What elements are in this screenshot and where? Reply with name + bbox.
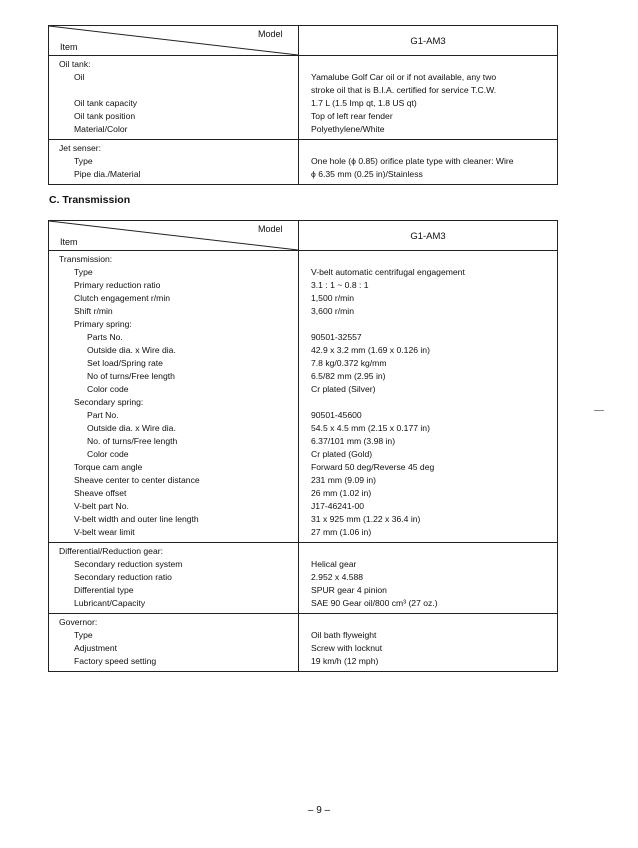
spec-value (298, 545, 557, 558)
table-row (49, 629, 557, 642)
spec-value: 6.5/82 mm (2.95 in) (311, 371, 386, 381)
spec-value: Cr plated (Silver) (311, 384, 376, 394)
item-label: Adjustment (74, 643, 117, 653)
table-row (49, 344, 557, 357)
item-header-label: Item (60, 237, 78, 247)
item-label: Parts No. (87, 332, 123, 342)
table-row (49, 357, 557, 370)
spec-value: 3.1 : 1 ~ 0.8 : 1 (311, 280, 369, 290)
item-label: Primary spring: (74, 319, 132, 329)
table-row (49, 71, 557, 84)
spec-value: 19 km/h (12 mph) (311, 656, 379, 666)
model-header-label: Model (258, 224, 283, 234)
table-row (49, 571, 557, 584)
oil-specs-table (48, 25, 558, 185)
item-label: Clutch engagement r/min (74, 293, 171, 303)
item-label: Differential/Reduction gear: (59, 546, 163, 556)
table-row (49, 513, 557, 526)
spec-value: Cr plated (Gold) (311, 449, 373, 459)
table-section (49, 56, 557, 140)
item-label: Secondary reduction system (74, 559, 183, 569)
item-label: Secondary reduction ratio (74, 572, 172, 582)
item-label: Material/Color (74, 124, 128, 134)
table-row (49, 292, 557, 305)
table-row (49, 305, 557, 318)
spec-value: 90501-32557 (311, 332, 362, 342)
item-label: Jet senser: (59, 143, 102, 153)
table-row (49, 616, 557, 629)
spec-value (298, 396, 557, 409)
spec-value: Polyethylene/White (311, 124, 385, 134)
item-label: No. of turns/Free length (87, 436, 178, 446)
item-label: Outside dia. x Wire dia. (87, 345, 176, 355)
spec-value: Yamalube Golf Car oil or if not available, any two (311, 72, 497, 82)
spec-value: stroke oil that is B.I.A. certified for service T.C.W. (311, 85, 497, 95)
item-label: V-belt width and outer line length (74, 514, 199, 524)
item-label: Governor: (59, 617, 98, 627)
item-label: Primary reduction ratio (74, 280, 161, 290)
table-row (49, 655, 557, 668)
spec-value (298, 58, 557, 71)
item-label: Type (74, 267, 93, 277)
column-divider (298, 614, 299, 671)
item-label: Type (74, 156, 93, 166)
table-row (49, 435, 557, 448)
item-label: Oil tank: (59, 59, 91, 69)
table-row (49, 500, 557, 513)
table-row (49, 318, 557, 331)
item-label: V-belt part No. (74, 501, 129, 511)
table-row (49, 279, 557, 292)
table-row (49, 584, 557, 597)
table-header (49, 221, 557, 251)
table-row (49, 461, 557, 474)
table-row (49, 448, 557, 461)
item-label: Part No. (87, 410, 119, 420)
model-code: G1-AM3 (410, 36, 446, 47)
item-label: Oil tank position (74, 111, 136, 121)
table-row (49, 331, 557, 344)
table-section (49, 614, 557, 671)
item-label: Sheave center to center distance (74, 475, 200, 485)
table-header (49, 26, 557, 56)
item-label: Sheave offset (74, 488, 127, 498)
table-row (49, 58, 557, 71)
table-row (49, 97, 557, 110)
spec-value: 54.5 x 4.5 mm (2.15 x 0.177 in) (311, 423, 430, 433)
item-label: Color code (87, 384, 129, 394)
table-row (49, 383, 557, 396)
table-row (49, 168, 557, 181)
margin-mark (594, 410, 604, 411)
item-header-label: Item (60, 42, 78, 52)
table-row (49, 123, 557, 136)
spec-value: 90501-45600 (311, 410, 362, 420)
spec-value: 26 mm (1.02 in) (311, 488, 372, 498)
item-label: Factory speed setting (74, 656, 157, 666)
spec-value (298, 253, 557, 266)
item-label: Type (74, 630, 93, 640)
table-row (49, 597, 557, 610)
spec-value: 1,500 r/min (311, 293, 354, 303)
item-label: Set load/Spring rate (87, 358, 163, 368)
spec-value: ϕ 6.35 mm (0.25 in)/Stainless (311, 169, 423, 179)
spec-value (298, 616, 557, 629)
table-row (49, 396, 557, 409)
item-label: Shift r/min (74, 306, 113, 316)
item-label: Torque cam angle (74, 462, 143, 472)
spec-value: Top of left rear fender (311, 111, 393, 121)
table-row (49, 545, 557, 558)
item-label: Differential type (74, 585, 134, 595)
spec-value: 31 x 925 mm (1.22 x 36.4 in) (311, 514, 421, 524)
model-code: G1-AM3 (410, 231, 446, 242)
spec-value: 27 mm (1.06 in) (311, 527, 372, 537)
spec-value: 231 mm (9.09 in) (311, 475, 376, 485)
spec-value: One hole (ϕ 0.85) orifice plate type with cleaner: Wire (311, 156, 514, 166)
page-number: – 9 – (307, 805, 331, 816)
table-row (49, 409, 557, 422)
spec-value: 3,600 r/min (311, 306, 354, 316)
spec-value: 2.952 x 4.588 (311, 572, 364, 582)
spec-value: 7.8 kg/0.372 kg/mm (311, 358, 387, 368)
spec-value: Forward 50 deg/Reverse 45 deg (311, 462, 435, 472)
spec-value: 1.7 L (1.5 Imp qt, 1.8 US qt) (311, 98, 417, 108)
transmission-specs-table (48, 220, 558, 672)
column-divider (298, 543, 299, 613)
item-label: Oil (74, 72, 85, 82)
spec-value: 42.9 x 3.2 mm (1.69 x 0.126 in) (311, 345, 430, 355)
table-row (49, 155, 557, 168)
item-label: Secondary spring: (74, 397, 144, 407)
spec-value: Oil bath flyweight (311, 630, 377, 640)
spec-value: SPUR gear 4 pinion (311, 585, 387, 595)
spec-value: Screw with locknut (311, 643, 383, 653)
table-row (49, 266, 557, 279)
item-label: Lubricant/Capacity (74, 598, 146, 608)
item-label: Pipe dia./Material (74, 169, 141, 179)
spec-value: Helical gear (311, 559, 357, 569)
item-label: No of turns/Free length (87, 371, 175, 381)
table-row (49, 84, 557, 97)
spec-value (298, 142, 557, 155)
table-row (49, 526, 557, 539)
table-row (49, 422, 557, 435)
spec-value: SAE 90 Gear oil/800 cm³ (27 oz.) (311, 598, 438, 608)
spec-value: V-belt automatic centrifugal engagement (311, 267, 465, 277)
item-label: Transmission: (59, 254, 113, 264)
table-row (49, 558, 557, 571)
table-row (49, 110, 557, 123)
item-label: V-belt wear limit (74, 527, 135, 537)
spec-value (298, 318, 557, 331)
item-label (49, 84, 298, 97)
item-label: Outside dia. x Wire dia. (87, 423, 176, 433)
table-row (49, 370, 557, 383)
column-divider (298, 140, 299, 184)
table-section (49, 251, 557, 543)
table-row (49, 487, 557, 500)
item-label: Oil tank capacity (74, 98, 138, 108)
spec-value: 6.37/101 mm (3.98 in) (311, 436, 396, 446)
column-divider (298, 56, 299, 139)
table-row (49, 474, 557, 487)
section-heading: C. Transmission (49, 194, 131, 206)
model-header-label: Model (258, 29, 283, 39)
item-label: Color code (87, 449, 129, 459)
table-row (49, 142, 557, 155)
column-divider (298, 251, 299, 542)
table-section (49, 140, 557, 184)
spec-value: J17-46241-00 (311, 501, 365, 511)
table-row (49, 253, 557, 266)
table-row (49, 642, 557, 655)
table-section (49, 543, 557, 614)
